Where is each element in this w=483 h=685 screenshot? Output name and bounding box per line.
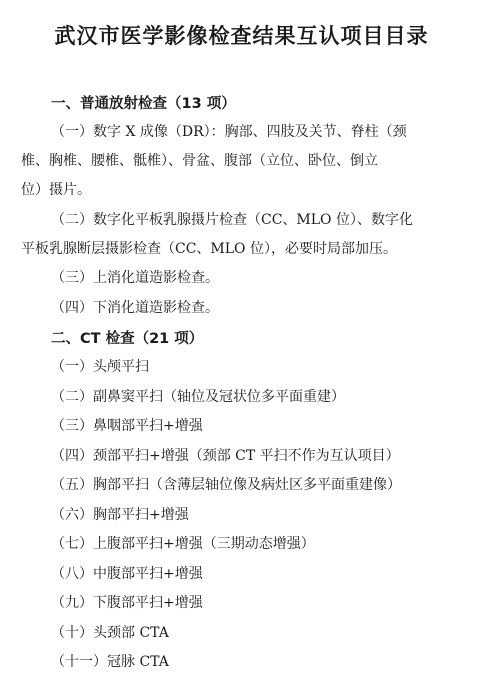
list-item: （十）头颈部 CTA — [51, 625, 169, 641]
paragraph-line: 平板乳腺断层摄影检查（CC、MLO 位），必要时局部加压。 — [21, 241, 397, 257]
list-item: （八）中腹部平扫+增强 — [51, 566, 203, 582]
list-item: （一）头颅平扫 — [51, 359, 149, 375]
list-item: （二）副鼻窦平扫（轴位及冠状位多平面重建） — [51, 389, 345, 405]
list-item: （七）上腹部平扫+增强（三期动态增强） — [51, 536, 315, 552]
paragraph-line: （一）数字 X 成像（DR）：胸部、四肢及关节、脊柱（颈 — [51, 124, 407, 140]
section-heading-ct: 二、CT 检查（21 项） — [51, 331, 204, 347]
paragraph-line: 椎、胸椎、腰椎、骶椎）、骨盆、腹部（立位、卧位、倒立 — [21, 153, 378, 169]
list-item: （三）上消化道造影检查。 — [51, 270, 219, 286]
list-item: （十一）冠脉 CTA — [51, 654, 169, 670]
paragraph-line: （二）数字化平板乳腺摄片检查（CC、MLO 位）、数字化 — [51, 212, 413, 228]
list-item: （四）颈部平扫+增强（颈部 CT 平扫不作为互认项目） — [51, 448, 400, 464]
list-item: （五）胸部平扫（含薄层轴位像及病灶区多平面重建像） — [51, 477, 401, 493]
paragraph-line: 位）摄片。 — [21, 182, 91, 198]
list-item: （六）胸部平扫+增强 — [51, 507, 189, 523]
list-item: （四）下消化道造影检查。 — [51, 300, 219, 316]
document-title: 武汉市医学影像检查结果互认项目目录 — [54, 24, 429, 48]
list-item: （三）鼻咽部平扫+增强 — [51, 418, 203, 434]
section-heading-radiography: 一、普通放射检查（13 项） — [51, 96, 236, 112]
list-item: （九）下腹部平扫+增强 — [51, 595, 203, 611]
